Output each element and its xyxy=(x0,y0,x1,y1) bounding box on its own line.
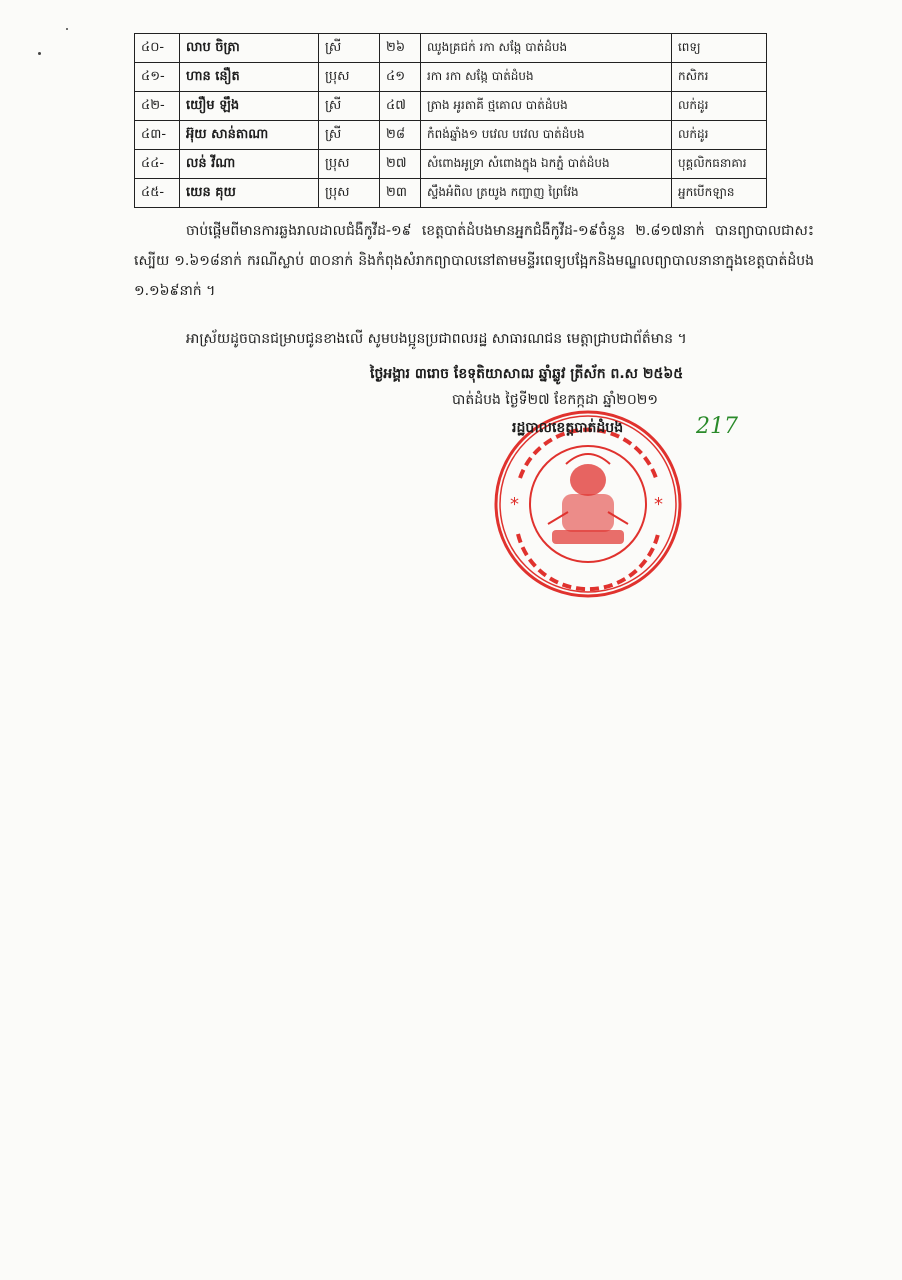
patient-age: ៤១ xyxy=(380,63,421,92)
patient-name: លាប ចិត្រា xyxy=(180,34,319,63)
patient-address: កំពង់ឆ្នាំង១ បវេល បវេល បាត់ដំបង xyxy=(421,121,672,150)
patient-occupation: លក់ដូរ xyxy=(672,92,767,121)
closing-paragraph xyxy=(134,324,814,354)
patient-occupation: កសិករ xyxy=(672,63,767,92)
patient-occupation: អ្នកបើកឡាន xyxy=(672,179,767,208)
patient-sex: ប្រុស xyxy=(319,150,380,179)
svg-text:*: * xyxy=(510,494,519,515)
row-number: ៤៤- xyxy=(135,150,180,179)
lunar-date: ថ្ងៃអង្គារ ៣រោច ខែទុតិយាសាឍ ឆ្នាំឆ្លូវ ត្រីស័ក ព.ស ២៥៦៥ xyxy=(370,366,684,382)
patient-address: ឈូងគ្រជក់ រកា សង្កែ បាត់ដំបង xyxy=(421,34,672,63)
patient-sex: ស្រី xyxy=(319,121,380,150)
patient-sex: ស្រី xyxy=(319,34,380,63)
patient-sex: ស្រី xyxy=(319,92,380,121)
summary-text: ចាប់ផ្ដើមពីមានការឆ្លងរាលដាលជំងឺកូវីដ-១៩ ខេត្តបាត់ដំបងមានអ្នកជំងឺកូវីដ-១៩ចំនួន ២.៨១៧នាក់ បានព្យាបាលជាសះស្បើយ ១.៦១៨នាក់ ករណីស្លាប់ ៣០នាក់ និងកំពុងសំរាកព្យាបាលនៅតាមមន្ទីរពេទ្យបង្អែកនិងមណ្ឌលព្យាបាលនានាក្នុងខេត្តបាត់ដំបង ១.១៦៩នាក់ ។ xyxy=(134,223,814,299)
patient-table xyxy=(134,33,767,208)
patient-name: លន់ វីណា xyxy=(180,150,319,179)
row-number: ៤១- xyxy=(135,63,180,92)
patient-age: ២៣ xyxy=(380,179,421,208)
table-row xyxy=(135,150,767,179)
dust-speck xyxy=(38,52,41,55)
patient-table-body xyxy=(135,34,767,208)
row-number: ៤៥- xyxy=(135,179,180,208)
table-row xyxy=(135,179,767,208)
patient-age: ២៦ xyxy=(380,34,421,63)
row-number: ៤០- xyxy=(135,34,180,63)
patient-name: យេន គុយ xyxy=(180,179,319,208)
table-row xyxy=(135,34,767,63)
row-number: ៤២- xyxy=(135,92,180,121)
patient-name: ហាន នឿត xyxy=(180,63,319,92)
patient-address: សំពោងអូទ្រា សំពោងក្នុង ឯកភ្នំ បាត់ដំបង xyxy=(421,150,672,179)
row-number: ៤៣- xyxy=(135,121,180,150)
table-row xyxy=(135,121,767,150)
summary-paragraph xyxy=(134,216,814,306)
patient-address: រកា រកា សង្កែ បាត់ដំបង xyxy=(421,63,672,92)
handwritten-note: 217 xyxy=(696,414,738,439)
patient-occupation: ពេទ្យ xyxy=(672,34,767,63)
patient-age: ២៨ xyxy=(380,121,421,150)
patient-address: ស្ទឹងអំពិល ត្រយូង កញ្ចាញ ព្រៃវែង xyxy=(421,179,672,208)
patient-age: ៤៧ xyxy=(380,92,421,121)
patient-name: យឿម ឡឹង xyxy=(180,92,319,121)
svg-text:*: * xyxy=(654,494,663,515)
patient-age: ២៧ xyxy=(380,150,421,179)
patient-name: អ៊ុយ សាន់តាណា xyxy=(180,121,319,150)
closing-text: អាស្រ័យដូចបានជម្រាបជូនខាងលើ សូមបងប្អូនប្រជាពលរដ្ឋ សាធារណជន មេត្តាជ្រាបជាព័ត៌មាន ។ xyxy=(186,331,687,347)
patient-occupation: លក់ដូរ xyxy=(672,121,767,150)
table-row xyxy=(135,92,767,121)
office-name: រដ្ឋបាលខេត្តបាត់ដំបង xyxy=(512,420,624,436)
patient-occupation: បុគ្គលិកធនាគារ xyxy=(672,150,767,179)
dust-speck xyxy=(66,28,68,30)
solar-date: បាត់ដំបង ថ្ងៃទី២៧ ខែកក្កដា ឆ្នាំ២០២១ xyxy=(452,392,658,408)
patient-sex: ប្រុស xyxy=(319,63,380,92)
patient-sex: ប្រុស xyxy=(319,179,380,208)
patient-address: ត្រាង អូរតាគី ថ្មគោល បាត់ដំបង xyxy=(421,92,672,121)
table-row xyxy=(135,63,767,92)
